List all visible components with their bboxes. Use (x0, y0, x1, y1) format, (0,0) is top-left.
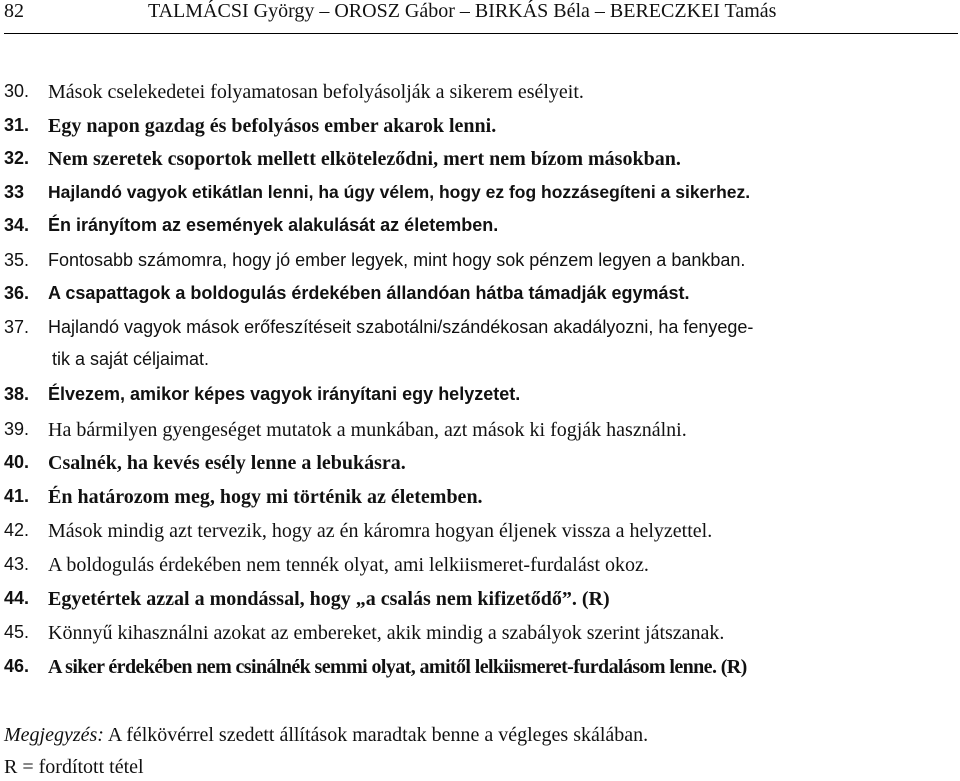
item-text: Nem szeretek csoportok mellett elköteleződni, mert nem bízom másokban. (48, 148, 681, 170)
item-text: Egy napon gazdag és befolyásos ember akarok lenni. (48, 115, 497, 137)
item-text: Könnyű kihasználni azokat az embereket, akik mindig a szabályok szerint játszanak. (48, 622, 725, 644)
item-number: 42. (4, 520, 30, 540)
item-number: 38. (4, 384, 30, 404)
item-number: 39. (4, 419, 30, 439)
item-text: A boldogulás érdekében nem tennék olyat, ami lelkiismeret-furdalást okoz. (48, 554, 649, 576)
item-text: Ha bármilyen gyengeséget mutatok a munkában, azt mások ki fogják használni. (48, 419, 687, 441)
item-number: 37. (4, 317, 30, 337)
page-header (0, 0, 960, 34)
list-item (4, 317, 954, 377)
item-text: Élvezem, amikor képes vagyok irányítani egy helyzetet. (48, 384, 521, 404)
running-title: TALMÁCSI György – OROSZ Gábor – BIRKÁS Béla – BERECZKEI Tamás (148, 0, 777, 22)
item-text: Csalnék, ha kevés esély lenne a lebukásra. (48, 452, 406, 474)
item-number: 31. (4, 115, 30, 135)
header-rule (4, 33, 958, 34)
item-text: Egyetértek azzal a mondással, hogy „a csalás nem kifizetődő”. (R) (48, 588, 610, 610)
item-number: 36. (4, 283, 30, 303)
item-text: Én irányítom az események alakulását az életemben. (48, 215, 499, 235)
item-text: Mások cselekedetei folyamatosan befolyásolják a sikerem esélyeit. (48, 81, 584, 103)
item-number: 30. (4, 81, 30, 101)
item-text: Hajlandó vagyok etikátlan lenni, ha úgy vélem, hogy ez fog hozzásegíteni a sikerhez. (48, 182, 751, 202)
item-text: Én határozom meg, hogy mi történik az életemben. (48, 486, 483, 508)
item-number: 41. (4, 486, 30, 506)
item-text: Hajlandó vagyok mások erőfeszítéseit szabotálni/szándékosan akadályozni, ha fenyege- (48, 317, 754, 337)
item-text: A siker érdekében nem csinálnék semmi olyat, amitől lelkiismeret-furdalásom lenne. (R) (48, 656, 747, 678)
item-text: Mások mindig azt tervezik, hogy az én káromra hogyan éljenek vissza a helyzettel. (48, 520, 713, 542)
item-number: 32. (4, 148, 30, 168)
page-number: 82 (4, 0, 24, 22)
item-number: 34. (4, 215, 30, 235)
item-number: 43. (4, 554, 30, 574)
item-number: 33 (4, 182, 25, 202)
item-text: A csapattagok a boldogulás érdekében állandóan hátba támadják egymást. (48, 283, 690, 303)
footnote-text: A félkövérrel szedett állítások maradtak benne a végleges skálában. (103, 724, 649, 746)
footnote-label: Megjegyzés: (4, 724, 104, 746)
item-number: 40. (4, 452, 30, 472)
item-number: 46. (4, 656, 30, 676)
item-text: Fontosabb számomra, hogy jó ember legyek, mint hogy sok pénzem legyen a bankban. (48, 250, 746, 270)
item-number: 35. (4, 250, 30, 270)
footnote (4, 724, 648, 747)
item-text-continuation: tik a saját céljaimat. (52, 349, 210, 369)
item-number: 44. (4, 588, 30, 608)
footnote-legend: R = fordított tétel (4, 756, 144, 778)
item-number: 45. (4, 622, 30, 642)
